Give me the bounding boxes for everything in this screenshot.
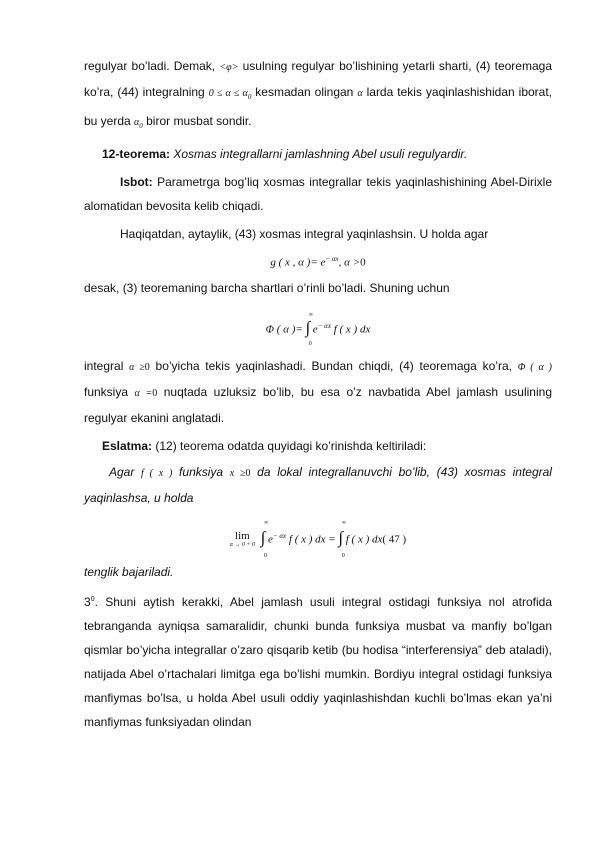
alpha0-symbol: $\alpha_0$	[134, 117, 143, 130]
proof-label: Isbot:	[120, 175, 153, 189]
equation-number: ( 47 )	[382, 533, 407, 546]
text-run: Agar	[109, 464, 142, 479]
paragraph-agar	[84, 460, 552, 510]
page-content	[84, 54, 552, 734]
text-run: funksiya	[172, 464, 230, 479]
paragraph-tenglik: tenglik bajariladi.	[84, 564, 174, 579]
degree-mark: 0	[90, 595, 95, 603]
condition-alpha-range: $0 \le \alpha \le \alpha_0$	[208, 88, 252, 101]
alpha-symbol: α	[357, 88, 363, 99]
proof-paragraph	[84, 170, 552, 218]
text-run: larda tekis yaqinlashishidan iborat, bu yerda	[84, 85, 553, 128]
integral-sign: ∞ ∫ 0	[338, 519, 346, 559]
text-run: bo’yicha tekis yaqinlashadi. Bundan chiqdi, (4) teoremaga ko’ra,	[149, 358, 518, 373]
paragraph-integral	[84, 354, 552, 430]
text-run: integral	[84, 358, 130, 373]
condition-x-nonneg: x ≥0	[229, 467, 251, 479]
limit-operator: lim α → 0 + 0	[229, 530, 255, 549]
text-run: regulyar bo’ladi. Demak,	[84, 59, 220, 73]
phi-symbol: <φ>	[219, 62, 239, 73]
f-of-x: f ( x )	[141, 467, 173, 479]
paragraph-indeed: Haqiqatdan, aytaylik, (43) xosmas integral yaqinlashsin. U holda agar	[120, 227, 489, 241]
paragraph-regular	[84, 54, 552, 138]
formula-47: lim α → 0 + 0 ∞ ∫ 0 $e^{- \alpha x}$ f ( x ) dx = ∞ ∫ 0 f ( x ) dx( 47 )	[229, 519, 407, 559]
text-run: biror musbat sondir.	[142, 114, 252, 128]
remark-text: (12) teorema odatda quyidagi ko’rinishda keltiriladi:	[152, 438, 427, 453]
text-run: da lokal integrallanuvchi bo’lib, (43) xosmas integral yaqinlashsa, u holda	[84, 464, 552, 505]
formula-g-definition: g ( x , α )= $e^{- \alpha x}$, α >0	[270, 255, 366, 269]
proof-text: Parametrga bog’liq xosmas integrallar tekis yaqinlashishining Abel-Dirixle alomatidan bevosita kelib chiqadi.	[84, 175, 552, 213]
theorem-12	[84, 142, 552, 166]
paragraph-3	[84, 588, 552, 734]
text-run: nuqtada uzluksiz bo’lib, bu esa o’z navbatida Abel jamlash usulining regulyar ekanini anglatadi.	[84, 384, 552, 425]
remark-label: Eslatma:	[102, 438, 153, 453]
phi-of-alpha: Φ ( α )	[517, 361, 552, 373]
remark-paragraph	[84, 434, 552, 458]
condition-alpha-nonneg: α ≥0	[129, 361, 150, 373]
condition-alpha-zero: α =0	[134, 387, 158, 399]
paragraph-desak: desak, (3) teoremaning barcha shartlari o’rinli bo’ladi. Shuning uchun	[84, 280, 450, 295]
integral-sign: ∞ ∫ 0	[305, 311, 314, 347]
text-run: kesmadan olingan	[251, 85, 358, 99]
integral-sign: ∞ ∫ 0	[260, 519, 269, 559]
item-number: 3	[84, 594, 91, 609]
text-run: . Shuni aytish kerakki, Abel jamlash usuli integral ostidagi funksiya nol atrofida tebranganda ayniqsa samaralidir, chunki bunda funksiya musbat va manfiy bo’lgan qismlar bo’yicha integrallar o’zaro qisqarib ketib (bu hodisa “interferensiya” deb ataladi), natijada Abel o’rtachalari limitga ega bo’lishi mumkin. Bordiyu integral ostidagi funksiya manfiymas bo’lsa, u holda Abel usuli oddiy yaqinlashishdan kuchli bo’lmas ekan ya’ni manfiymas funksiyadan olindan	[84, 594, 552, 729]
theorem-label: 12-teorema:	[102, 147, 171, 161]
theorem-text: Xosmas integrallarni jamlashning Abel usuli regulyardir.	[170, 147, 468, 161]
text-run: funksiya	[84, 384, 135, 399]
formula-phi-definition: Φ ( α )= ∞ ∫ 0 $e^{- \alpha x}$ f ( x ) dx	[265, 311, 371, 347]
text-run: usulning regulyar bo’lishining yetarli sharti, (4) teoremaga ko’ra, (44) integralning	[84, 59, 552, 99]
